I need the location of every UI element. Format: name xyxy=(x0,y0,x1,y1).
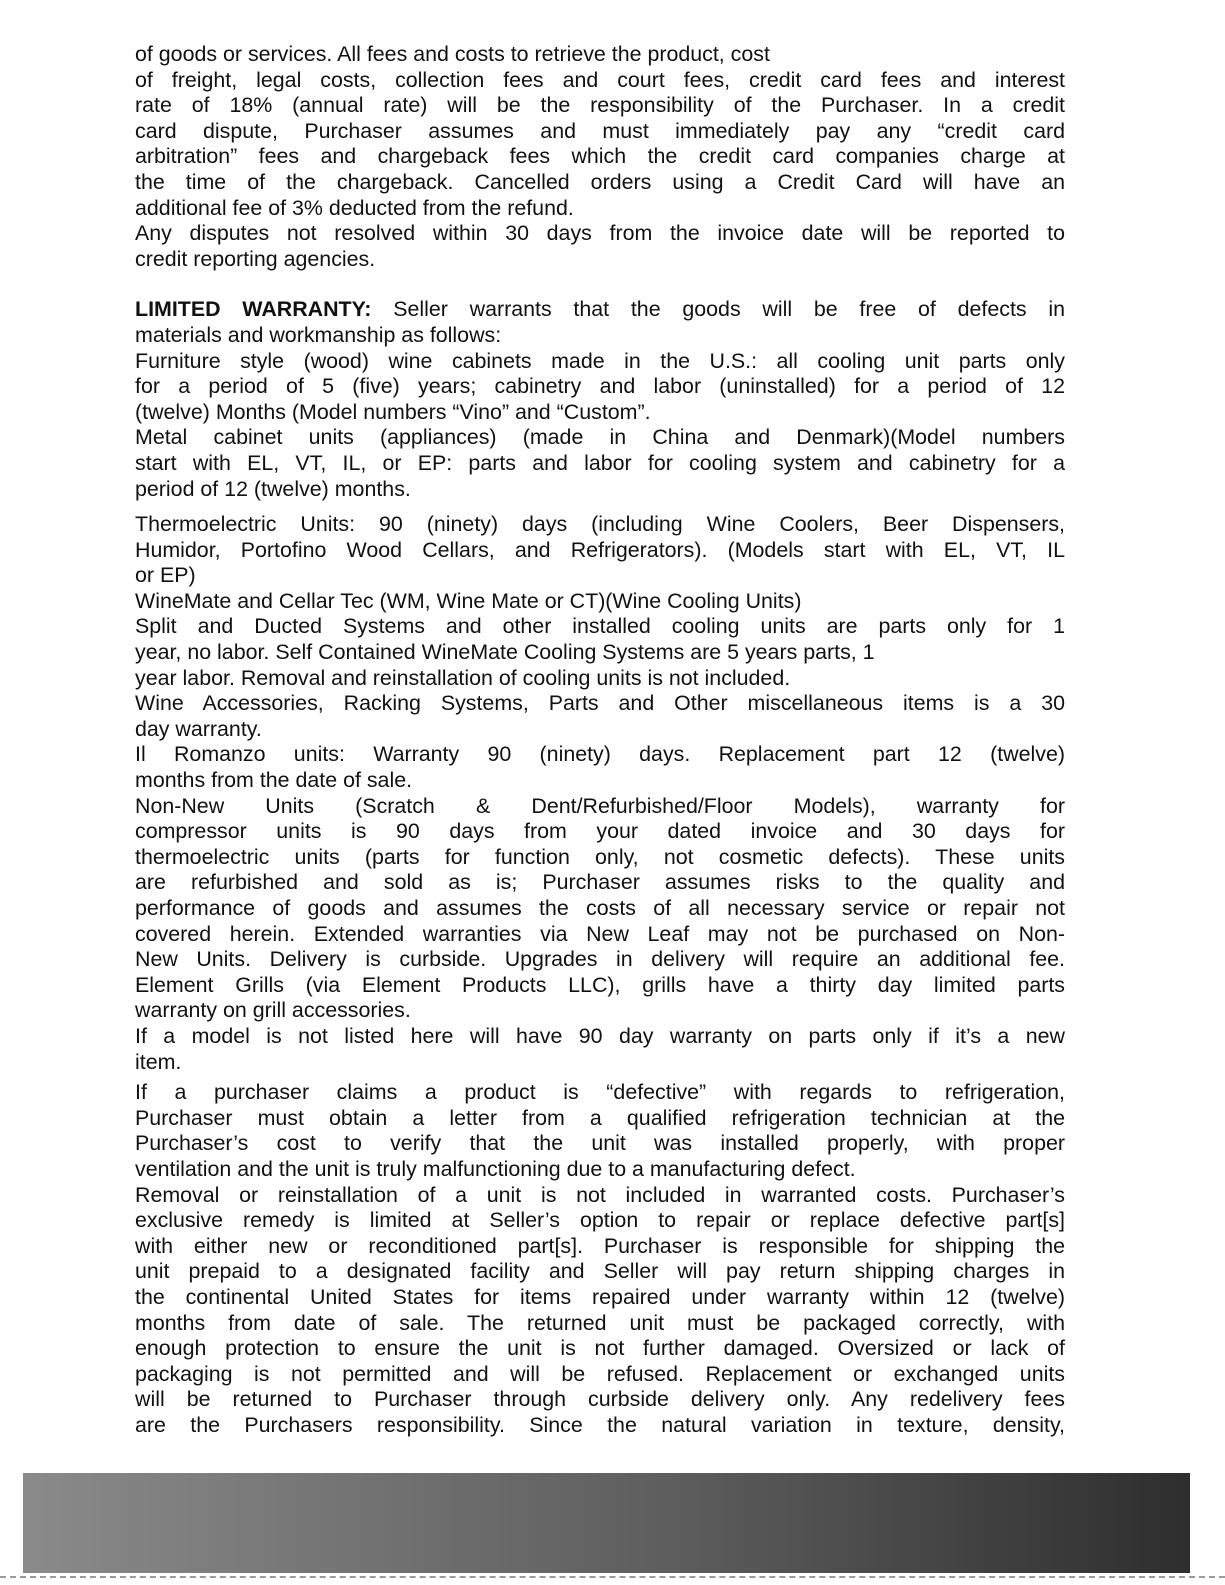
text-line: Non-New Units (Scratch & Dent/Refurbished/Floor Models), warranty for xyxy=(135,793,1065,818)
text-line: New Units. Delivery is curbside. Upgrades in delivery will require an additional fee. xyxy=(135,947,1065,972)
text-line: Metal cabinet units (appliances) (made in China and Denmark)(Model numbers xyxy=(135,425,1065,450)
text-line: materials and workmanship as follows: xyxy=(135,322,502,347)
warranty-heading-line xyxy=(135,297,1065,323)
text-line: the time of the chargeback. Cancelled orders using a Credit Card will have an xyxy=(135,169,1065,194)
text-line: unit prepaid to a designated facility and Seller will pay return shipping charges in xyxy=(135,1259,1065,1284)
text-line: item. xyxy=(135,1049,182,1074)
text-line: Thermoelectric Units: 90 (ninety) days (including Wine Coolers, Beer Dispensers, xyxy=(135,512,1065,537)
text-line: months from the date of sale. xyxy=(135,768,413,793)
payment-terms-paragraph xyxy=(135,42,1065,272)
text-line: credit reporting agencies. xyxy=(135,246,376,271)
text-line: Purchaser’s cost to verify that the unit was installed properly, with proper xyxy=(135,1131,1065,1156)
text-line: additional fee of 3% deducted from the refund. xyxy=(135,195,574,220)
text-line: year labor. Removal and reinstallation of cooling units is not included. xyxy=(135,665,791,690)
warranty-heading: LIMITED WARRANTY: xyxy=(135,297,372,322)
text-line: Split and Ducted Systems and other installed cooling units are parts only for 1 xyxy=(135,614,1065,639)
text-line: (twelve) Months (Model numbers “Vino” and “Custom”. xyxy=(135,399,651,424)
footer-divider xyxy=(0,1576,1225,1578)
text-line: Any disputes not resolved within 30 days from the invoice date will be reported to xyxy=(135,221,1065,246)
text-line: of freight, legal costs, collection fees and court fees, credit card fees and interest xyxy=(135,67,1065,92)
warranty-intro-text: Seller warrants that the goods will be free of defects in xyxy=(393,297,1065,322)
text-line: WineMate and Cellar Tec (WM, Wine Mate or CT)(Wine Cooling Units) xyxy=(135,588,802,613)
text-line: of goods or services. All fees and costs to retrieve the product, cost xyxy=(135,42,770,66)
text-line: with either new or reconditioned part[s]. Purchaser is responsible for shipping the xyxy=(135,1233,1065,1258)
text-line: If a purchaser claims a product is “defective” with regards to refrigeration, xyxy=(135,1080,1065,1105)
text-line: for a period of 5 (five) years; cabinetry and labor (uninstalled) for a period of 12 xyxy=(135,374,1065,399)
text-line: day warranty. xyxy=(135,716,262,741)
product-warranty-list xyxy=(135,512,1065,1075)
text-line: packaging is not permitted and will be refused. Replacement or exchanged units xyxy=(135,1361,1065,1386)
text-line: Element Grills (via Element Products LLC), grills have a thirty day limited parts xyxy=(135,972,1065,997)
text-line: covered herein. Extended warranties via New Leaf may not be purchased on Non- xyxy=(135,921,1065,946)
text-line: Wine Accessories, Racking Systems, Parts and Other miscellaneous items is a 30 xyxy=(135,691,1065,716)
text-line: If a model is not listed here will have 90 day warranty on parts only if it’s a new xyxy=(135,1023,1065,1048)
text-line: or EP) xyxy=(135,563,196,588)
text-line: Il Romanzo units: Warranty 90 (ninety) days. Replacement part 12 (twelve) xyxy=(135,742,1065,767)
text-line: Purchaser must obtain a letter from a qualified refrigeration technician at the xyxy=(135,1105,1065,1130)
limited-warranty-section xyxy=(135,297,1065,502)
text-line: Removal or reinstallation of a unit is not included in warranted costs. Purchaser’s xyxy=(135,1182,1065,1207)
text-line: are the Purchasers responsibility. Since the natural variation in texture, density, xyxy=(135,1412,1065,1437)
text-line: card dispute, Purchaser assumes and must immediately pay any “credit card xyxy=(135,118,1065,143)
text-line: will be returned to Purchaser through curbside delivery only. Any redelivery fees xyxy=(135,1387,1065,1412)
text-line: warranty on grill accessories. xyxy=(135,998,411,1023)
text-line: performance of goods and assumes the costs of all necessary service or repair not xyxy=(135,896,1065,920)
text-line: Furniture style (wood) wine cabinets made in the U.S.: all cooling unit parts only xyxy=(135,348,1065,373)
text-line: the continental United States for items repaired under warranty within 12 (twelve) xyxy=(135,1284,1065,1309)
text-line: start with EL, VT, IL, or EP: parts and labor for cooling system and cabinetry for a xyxy=(135,450,1065,475)
text-line: ventilation and the unit is truly malfunctioning due to a manufacturing defect. xyxy=(135,1156,856,1181)
text-line: exclusive remedy is limited at Seller’s option to repair or replace defective part[s] xyxy=(135,1208,1065,1233)
text-line: Humidor, Portofino Wood Cellars, and Refrigerators). (Models start with EL, VT, IL xyxy=(135,537,1065,562)
text-line: enough protection to ensure the unit is not further damaged. Oversized or lack of xyxy=(135,1336,1065,1361)
footer-bar xyxy=(23,1473,1190,1573)
text-line: rate of 18% (annual rate) will be the responsibility of the Purchaser. In a credit xyxy=(135,93,1065,118)
text-line: arbitration” fees and chargeback fees which the credit card companies charge at xyxy=(135,144,1065,169)
text-line: compressor units is 90 days from your dated invoice and 30 days for xyxy=(135,819,1065,844)
text-line: period of 12 (twelve) months. xyxy=(135,476,411,501)
text-line: months from date of sale. The returned unit must be packaged correctly, with xyxy=(135,1310,1065,1335)
text-line: thermoelectric units (parts for function only, not cosmetic defects). These units xyxy=(135,844,1065,869)
document-page xyxy=(135,42,1065,1438)
text-line: year, no labor. Self Contained WineMate Cooling Systems are 5 years parts, 1 xyxy=(135,640,875,665)
defect-claims-paragraph xyxy=(135,1080,1065,1438)
text-line: are refurbished and sold as is; Purchaser assumes risks to the quality and xyxy=(135,870,1065,895)
